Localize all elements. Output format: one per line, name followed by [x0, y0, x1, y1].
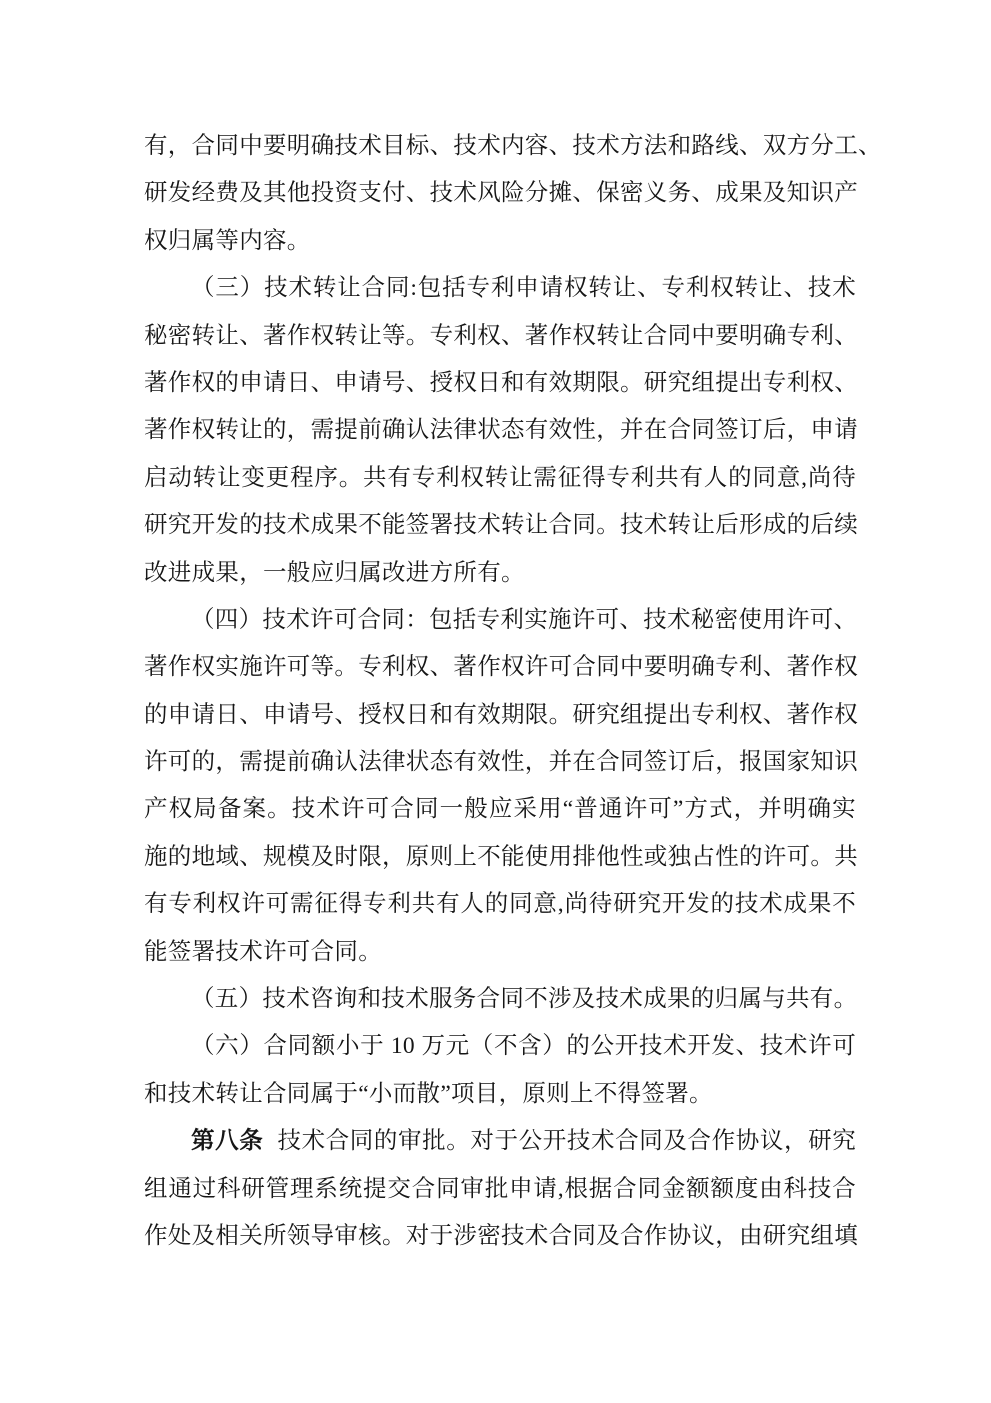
- text-line: 和技术转让合同属于“小而散”项目，原则上不得签署。: [144, 1080, 713, 1107]
- text-line: 著作权转让的，需提前确认法律状态有效性，并在合同签订后，申请: [144, 417, 858, 444]
- text-line: 许可的，需提前确认法律状态有效性，并在合同签订后，报国家知识: [144, 749, 858, 776]
- text-line: [144, 1118, 856, 1165]
- paragraph-article-8: [144, 1118, 856, 1260]
- paragraph-item-6: [144, 1023, 856, 1118]
- article-number-label: 第八条: [191, 1128, 264, 1155]
- text-line: 组通过科研管理系统提交合同审批申请,根据合同金额额度由科技合: [144, 1175, 856, 1202]
- paragraph-item-5: [144, 976, 856, 1023]
- document-body: [144, 123, 882, 1260]
- text-line: 能签署技术许可合同。: [144, 938, 382, 965]
- text-line: 的申请日、申请号、授权日和有效期限。研究组提出专利权、著作权: [144, 701, 858, 728]
- paragraph-item-4: [144, 597, 856, 976]
- text-line: 著作权实施许可等。专利权、著作权许可合同中要明确专利、著作权: [144, 654, 858, 681]
- paragraph-continuation: [144, 123, 882, 265]
- text-line: 产权局备案。技术许可合同一般应采用“普通许可”方式，并明确实: [144, 796, 856, 823]
- text-line: （六）合同额小于 10 万元（不含）的公开技术开发、技术许可: [191, 1033, 856, 1060]
- text-line: （四）技术许可合同：包括专利实施许可、技术秘密使用许可、: [191, 606, 858, 633]
- text-line: 著作权的申请日、申请号、授权日和有效期限。研究组提出专利权、: [144, 369, 858, 396]
- text-line: 改进成果，一般应归属改进方所有。: [144, 559, 525, 586]
- paragraph-item-3: [144, 265, 856, 597]
- text-line: 有，合同中要明确技术目标、技术内容、技术方法和路线、双方分工、: [144, 133, 882, 159]
- text-line: 施的地域、规模及时限，原则上不能使用排他性或独占性的许可。共: [144, 843, 858, 870]
- article-title-text: 技术合同的审批。对于公开技术合同及合作协议，研究: [277, 1128, 856, 1155]
- text-line: （三）技术转让合同:包括专利申请权转让、专利权转让、技术: [191, 275, 856, 302]
- text-line: 有专利权许可需征得专利共有人的同意,尚待研究开发的技术成果不: [144, 891, 856, 918]
- text-line: 研究开发的技术成果不能签署技术转让合同。技术转让后形成的后续: [144, 512, 858, 539]
- text-line: 权归属等内容。: [144, 227, 311, 254]
- text-line: 启动转让变更程序。共有专利权转让需征得专利共有人的同意,尚待: [144, 464, 856, 491]
- text-line: （五）技术咨询和技术服务合同不涉及技术成果的归属与共有。: [191, 986, 858, 1013]
- text-line: 秘密转让、著作权转让等。专利权、著作权转让合同中要明确专利、: [144, 322, 858, 349]
- text-line: 研发经费及其他投资支付、技术风险分摊、保密义务、成果及知识产: [144, 180, 858, 207]
- text-line: 作处及相关所领导审核。对于涉密技术合同及合作协议，由研究组填: [144, 1222, 858, 1249]
